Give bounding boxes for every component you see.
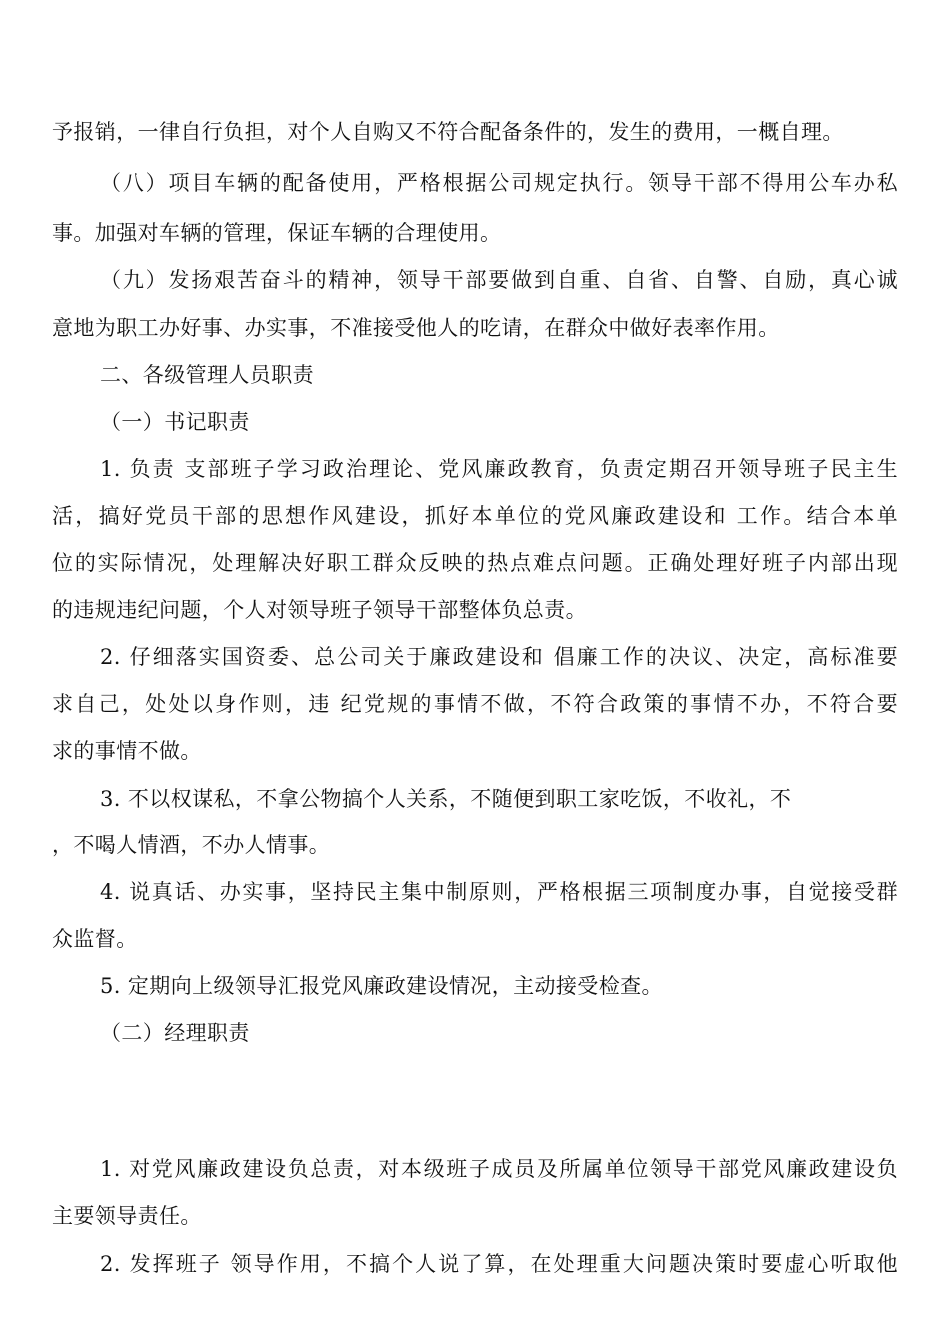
text-line-21: 1. 对党风廉政建设负总责，对本级班子成员及所属单位领导干部党风廉政建设负 xyxy=(100,1157,898,1181)
text-line-18: 众监督。 xyxy=(52,927,138,951)
text-line-2: （八）项目车辆的配备使用，严格根据公司规定执行。领导干部不得用公车办私 xyxy=(100,171,898,195)
text-line-23: 2. 发挥班子 领导作用，不搞个人说了算，在处理重大问题决策时要虚心听取他 xyxy=(100,1252,898,1276)
text-line-22: 主要领导责任。 xyxy=(52,1204,202,1228)
text-line-4: （九）发扬艰苦奋斗的精神，领导干部要做到自重、自省、自警、自励，真心诚 xyxy=(100,268,898,292)
subsection-heading-2: （二）经理职责 xyxy=(100,1021,250,1045)
text-line-16: ，不喝人情酒，不办人情事。 xyxy=(52,833,331,857)
text-line-14: 求的事情不做。 xyxy=(52,739,202,763)
text-line-13: 求自己，处处以身作则，违 纪党规的事情不做，不符合政策的事情不办，不符合要 xyxy=(52,692,898,716)
text-line-15: 3. 不以权谋私，不拿公物搞个人关系，不随便到职工家吃饭，不收礼，不 xyxy=(100,787,792,811)
text-line-19: 5. 定期向上级领导汇报党风廉政建设情况，主动接受检查。 xyxy=(100,974,663,998)
text-line-9: 活，搞好党员干部的思想作风建设，抓好本单位的党风廉政建设和 工作。结合本单 xyxy=(52,504,898,528)
text-line-5: 意地为职工办好事、办实事，不准接受他人的吃请，在群众中做好表率作用。 xyxy=(52,316,780,340)
text-line-11: 的违规违纪问题，个人对领导班子领导干部整体负总责。 xyxy=(52,598,587,622)
text-line-1: 予报销，一律自行负担，对个人自购又不符合配备条件的，发生的费用，一概自理。 xyxy=(52,120,844,144)
text-line-10: 位的实际情况，处理解决好职工群众反映的热点难点问题。正确处理好班子内部出现 xyxy=(52,551,898,575)
section-heading: 二、各级管理人员职责 xyxy=(100,363,314,387)
text-line-12: 2. 仔细落实国资委、总公司关于廉政建设和 倡廉工作的决议、决定，高标准要 xyxy=(100,645,898,669)
text-line-17: 4. 说真话、办实事，坚持民主集中制原则，严格根据三项制度办事，自觉接受群 xyxy=(100,880,898,904)
text-line-8: 1. 负责 支部班子学习政治理论、党风廉政教育，负责定期召开领导班子民主生 xyxy=(100,457,898,481)
subsection-heading-1: （一）书记职责 xyxy=(100,410,250,434)
text-line-3: 事。加强对车辆的管理，保证车辆的合理使用。 xyxy=(52,221,502,245)
